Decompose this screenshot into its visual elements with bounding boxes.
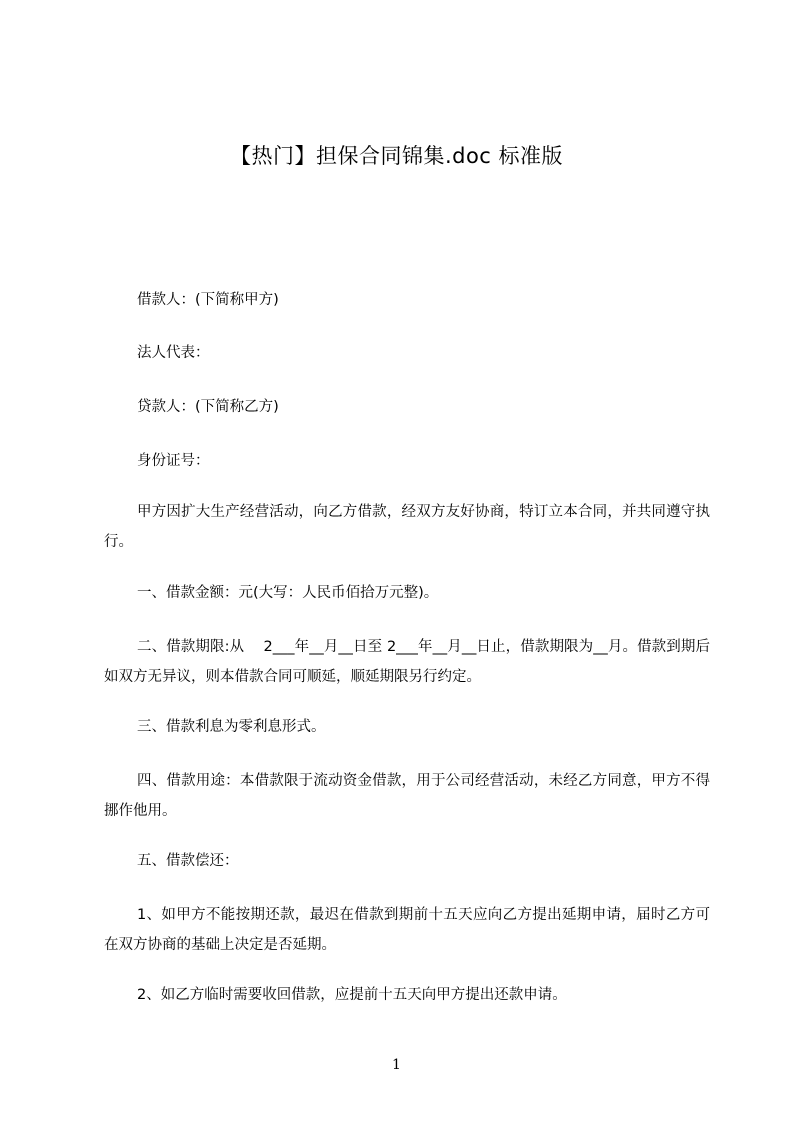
- paragraph-loan-term: 二、借款期限:从 2___年__月__日至 2___年__月__日止，借款期限为__月。借款到期后如双方无异议，则本借款合同可顺延，顺延期限另行约定。: [104, 639, 710, 685]
- paragraph-loan-interest: 三、借款利息为零利息形式。: [137, 719, 326, 735]
- paragraph-repayment-heading: 五、借款偿还：: [137, 853, 239, 869]
- paragraph-lender: 贷款人：(下简称乙方): [137, 399, 279, 415]
- paragraph-loan-amount: 一、借款金额：元(大写：人民币佰拾万元整)。: [137, 585, 439, 601]
- paragraph-preamble: 甲方因扩大生产经营活动，向乙方借款，经双方友好协商，特订立本合同，并共同遵守执行。: [104, 504, 710, 550]
- page-number: 1: [392, 1057, 401, 1073]
- paragraph-repayment-item-2: 2、如乙方临时需要收回借款，应提前十五天向甲方提出还款申请。: [137, 987, 567, 1003]
- paragraph-legal-representative: 法人代表：: [137, 345, 210, 361]
- paragraph-repayment-item-1: 1、如甲方不能按期还款，最迟在借款到期前十五天应向乙方提出延期申请，届时乙方可在双方协商的基础上决定是否延期。: [104, 907, 710, 953]
- document-title: 【热门】担保合同锦集.doc 标准版: [229, 144, 564, 168]
- paragraph-loan-purpose: 四、借款用途：本借款限于流动资金借款，用于公司经营活动，未经乙方同意，甲方不得挪作他用。: [104, 773, 710, 819]
- paragraph-id-number: 身份证号：: [137, 453, 210, 469]
- paragraph-borrower: 借款人：(下简称甲方): [137, 292, 279, 308]
